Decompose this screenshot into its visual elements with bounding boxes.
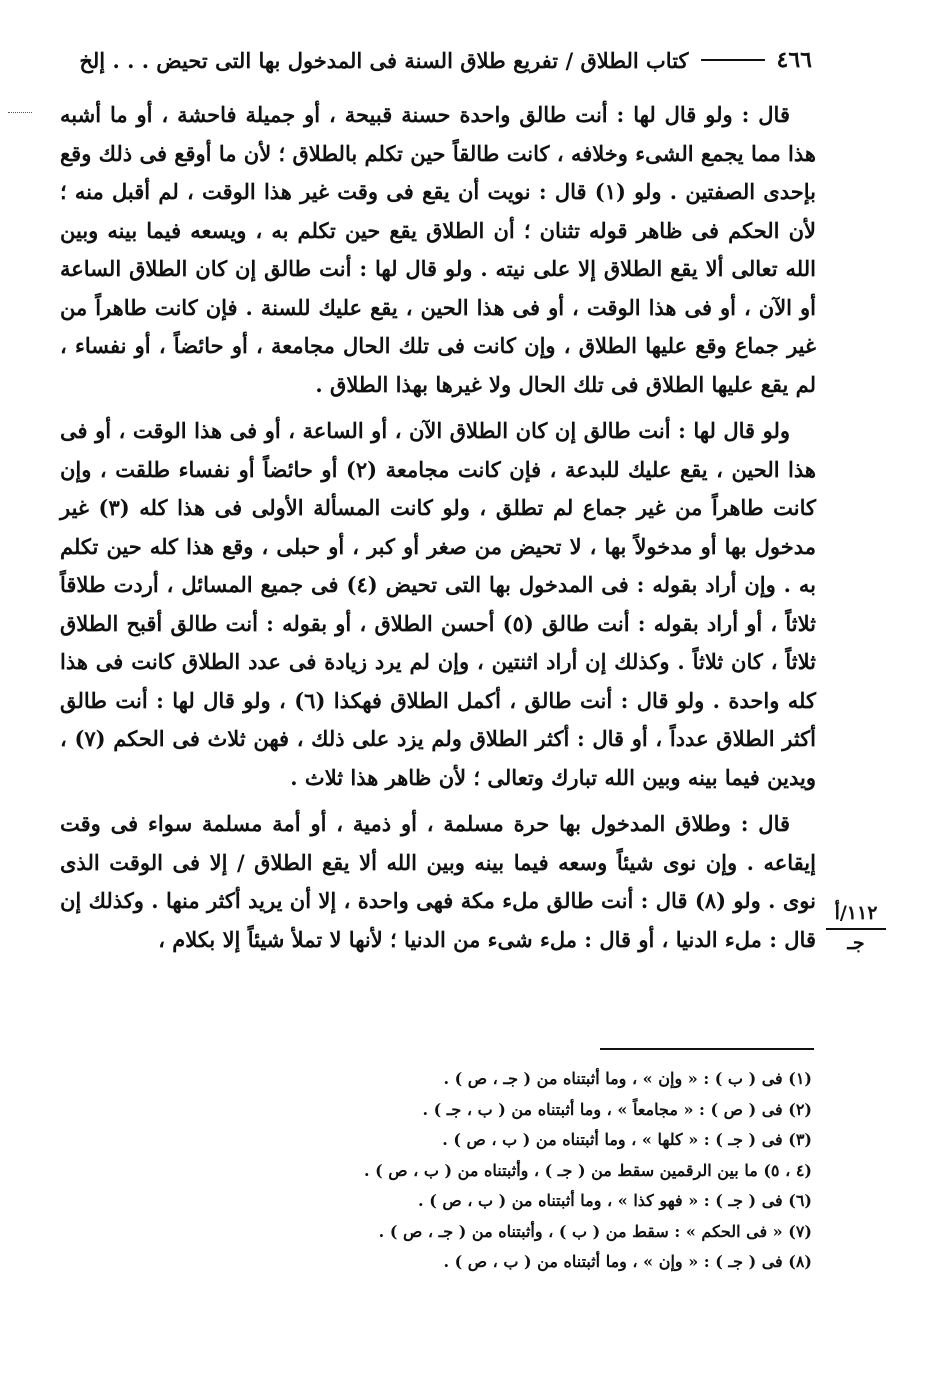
footnotes [200,1064,812,1278]
footnote: (٦) فى ( جـ ) : « فهو كذا » ، وما أثبتناه من ( ب ، ص ) . [418,1191,812,1210]
footnote: (٢) فى ( ص ) : « مجامعاً » ، وما أثبتناه من ( ب ، جـ ) . [422,1099,812,1119]
paragraph-1 [60,96,816,404]
footnote: (٣) فى ( جـ ) : « كلها » ، وما أثبتناه من ( ب ، ص ) . [442,1130,812,1149]
header-rule [701,59,765,61]
running-header [64,40,812,80]
speaker-label: قال : [741,102,790,127]
paragraph-text: ولو قال لها : أنت طالق إن كان الطلاق الآن ، أو الساعة ، أو فى هذا الوقت ، أو فى هذا الحين ، يقع عليك للبدعة ، فإن كانت مجامعة (٢) أو حائضاً أو نفساء طلقت ، وإن كانت طاهراً من غير جماع لم تطلق ، ولو كانت المسألة الأولى فى هذا كله (٣) غير مدخول بها أو مدخولاً بها ، لا تحيض من صغر أو كبر ، أو حبلى ، وقع هذا كله حين تكلم به . وإن أراد بقوله : فى المدخول بها التى تحيض (٤) فى جميع المسائل ، أردت طلاقاً ثلاثاً ، أو أراد بقوله : أنت طالق (٥) أحسن الطلاق ، أو بقوله : أنت طالق أقبح الطلاق ثلاثاً ، كان ثلاثاً . وكذلك إن أراد اثنتين ، وإن لم يرد زيادة فى عدد الطلاق كانت فى هذا كله واحدة . ولو قال : أنت طالق ، أكمل الطلاق فهكذا (٦) ، ولو قال لها : أنت طالق أكثر الطلاق عدداً ، أو قال : أكثر الطلاق ولم يزد على ذلك ، فهن ثلاث فى الحكم (٧) ، ويدين فيما بينه وبين الله تبارك وتعالى ؛ لأن ظاهر هذا ثلاث . [60,418,817,790]
footnote: (٨) فى ( جـ ) : « وإن » ، وما أثبتناه من ( ب ، ص ) . [443,1252,812,1271]
page-number: ٤٦٦ [776,47,812,73]
scan-mark [8,112,32,113]
manuscript-folio-note [826,900,886,956]
paragraph-3 [60,805,816,959]
footnote: (١) فى ( ب ) : « وإن » ، وما أثبتناه من ( جـ ، ص ) . [443,1069,812,1088]
footnote: (٧) « فى الحكم » : سقط من ( ب ) ، وأثبتناه من ( جـ ، ص ) . [378,1221,812,1241]
paragraph-2 [60,412,816,797]
paragraph-text: وطلاق المدخول بها حرة مسلمة ، أو ذمية ، أو أمة مسلمة سواء فى وقت إيقاعه . وإن نوى شيئاً وسعه فيما بينه وبين الله ألا يقع الطلاق / إلا فى الوقت الذى نوى . ولو (٨) قال : أنت طالق ملء مكة فهى واحدة ، إلا أن يريد أكثر منها . وكذلك إن قال : ملء الدنيا ، أو قال : ملء شىء من الدنيا ؛ لأنها لا تملأ شيئاً إلا بكلام ، [60,811,816,952]
paragraph-text: ولو قال لها : أنت طالق واحدة حسنة قبيحة ، أو جميلة فاحشة ، أو ما أشبه هذا مما يجمع الشىء وخلافه ، كانت طالقاً حين تكلم بالطلاق ؛ لأن ما أوقع فى ذلك وقع بإحدى الصفتين . ولو (١) قال : نويت أن يقع فى وقت غير هذا الوقت ، لم أقبل منه ؛ لأن الحكم فى ظاهر قوله تثنان ؛ أن الطلاق يقع حين تكلم به ، ويسعه فيما بينه وبين الله تعالى ألا يقع الطلاق إلا على نيته . ولو قال لها : أنت طالق إن كان الطلاق الساعة أو الآن ، أو فى هذا الوقت ، أو فى هذا الحين ، يقع عليك للسنة . فإن كانت طاهراً من غير جماع وقع عليها الطلاق ، وإن كانت فى تلك الحال مجامعة ، أو حائضاً ، أو نفساء ، لم يقع عليها الطلاق فى تلك الحال ولا غيرها بهذا الطلاق . [60,102,816,397]
folio-number: ١١٢/أ [826,900,886,930]
footnote: (٤ ، ٥) ما بين الرقمين سقط من ( جـ ) ، وأثبتناه من ( ب ، ص ) . [363,1160,812,1180]
speaker-label: قال : [740,811,791,836]
manuscript-siglum: جـ [847,932,865,954]
footnote-rule [600,1048,814,1050]
running-title: كتاب الطلاق / تفريع طلاق السنة فى المدخول بها التى تحيض . . . إلخ [79,47,689,73]
main-text [60,96,816,967]
